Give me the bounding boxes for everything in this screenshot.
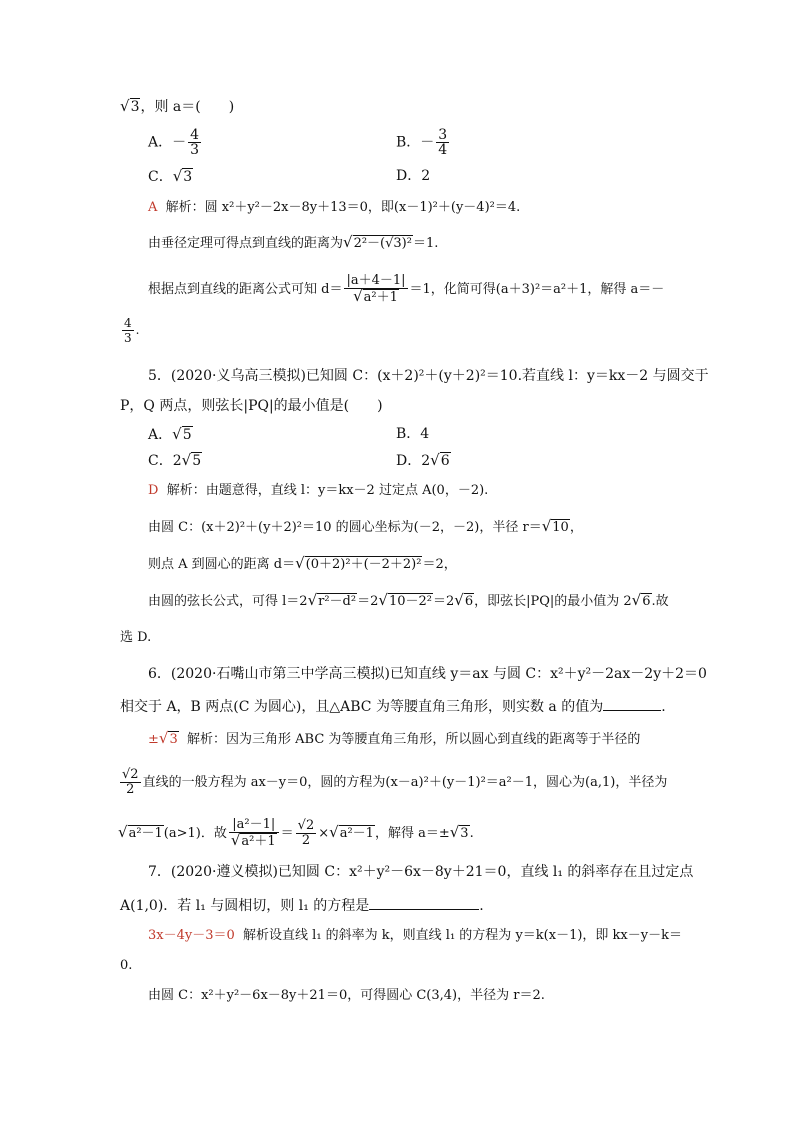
solution-text: 解析：因为三角形 ABC 为等腰直角三角形，所以圆心到直线的距离等于半径的 <box>187 732 641 747</box>
option-label: D．2 <box>396 453 431 469</box>
q4-solution-3-end <box>120 316 139 345</box>
q7-solution-1-end: 0. <box>120 958 133 973</box>
radicand: r²－d² <box>318 594 357 609</box>
solution-text: ＝ <box>280 826 294 841</box>
answer-letter: A <box>148 200 158 215</box>
sqrt-expression: √5 <box>172 425 192 443</box>
numerator: √2 <box>297 818 315 833</box>
q7-stem-line-1: 7．(2020·遵义模拟)已知圆 C：x²＋y²－6x－8y＋21＝0，直线 l₁ 的斜率存在且过定点 <box>148 864 694 880</box>
numerator: 4 <box>124 316 132 330</box>
answer-blank <box>369 895 479 910</box>
q6-solution-2 <box>118 768 667 797</box>
stem-text: . <box>479 898 484 914</box>
radicand: 3 <box>183 169 193 185</box>
answer-sign: ± <box>148 732 159 747</box>
q5-option-b: B．4 <box>396 426 430 442</box>
fraction <box>344 274 407 305</box>
q5-option-c <box>148 450 202 471</box>
sqrt-expression: √2²－(√3)² <box>343 233 412 251</box>
sqrt-expression: √a²－1 <box>329 823 374 841</box>
sqrt-expression: √3 <box>172 167 193 185</box>
option-label: C． <box>148 169 173 185</box>
q4-solution-3 <box>148 274 664 305</box>
solution-text: 则点 A 到圆心的距离 d＝ <box>148 557 296 572</box>
solution-text: ， <box>569 520 583 535</box>
option-label: A． <box>148 427 173 443</box>
stem-text: 相交于 A，B 两点(C 为圆心)，且△ABC 为等腰直角三角形，则实数 a 的值为 <box>120 699 604 715</box>
q4-option-b <box>396 128 451 157</box>
solution-text: 由圆的弦长公式，可得 l＝2 <box>148 594 308 609</box>
solution-text: ＝2， <box>422 557 457 572</box>
q4-option-c <box>148 166 193 187</box>
radicand: 6 <box>464 594 474 609</box>
fraction <box>436 128 449 157</box>
solution-text: ＝1，化简可得(a＋3)²＝a²＋1，解得 a＝－ <box>409 282 665 297</box>
solution-text: ，解得 a＝± <box>374 826 450 841</box>
option-label: C．2 <box>148 453 182 469</box>
solution-text: 直线的一般方程为 ax－y＝0，圆的方程为(x－a)²＋(y－1)²＝a²－1，圆心为(a,1)，半径为 <box>142 775 668 790</box>
q5-option-d <box>396 450 451 471</box>
radicand: a²－1 <box>128 826 163 841</box>
answer-value <box>148 729 179 747</box>
fraction <box>296 819 317 848</box>
denominator: 2 <box>301 833 311 848</box>
q5-solution-5: 选 D. <box>120 630 152 645</box>
fraction <box>120 768 141 797</box>
radicand: 3 <box>169 732 178 747</box>
q5-stem-line-1: 5．(2020·义乌高三模拟)已知圆 C：(x＋2)²＋(y＋2)²＝10.若直线 l：y＝kx－2 与圆交于 <box>148 368 709 384</box>
sqrt-expression: √5 <box>181 451 202 469</box>
solution-text: × <box>318 826 330 841</box>
numerator: |a²－1| <box>229 818 279 833</box>
denominator: 2 <box>126 782 135 797</box>
q6-stem-line-2 <box>120 696 666 717</box>
fraction <box>188 128 201 157</box>
q5-solution-2 <box>148 516 583 538</box>
q4-option-a <box>148 128 203 157</box>
sqrt-expression: √a²＋1 <box>230 831 276 849</box>
q4-option-d: D．2 <box>396 168 431 184</box>
sqrt-expression: √r²－d² <box>307 591 357 609</box>
solution-text: ＝2 <box>357 594 379 609</box>
radicand: 6 <box>642 594 651 609</box>
solution-text: 根据点到直线的距离公式可知 d＝ <box>148 282 343 297</box>
sqrt-expression: √3 <box>120 97 140 115</box>
q5-solution-1 <box>148 481 488 501</box>
radicand: 5 <box>192 453 202 469</box>
solution-text: 解析：圆 x²＋y²－2x－8y＋13＝0，即(x－1)²＋(y－4)²＝4. <box>165 200 521 215</box>
radicand: 10 <box>552 520 569 535</box>
solution-text: 解析：由题意得，直线 l：y＝kx－2 过定点 A(0，－2). <box>166 483 489 498</box>
q5-option-a <box>148 424 193 445</box>
radicand: 2²－(√3)² <box>353 236 412 251</box>
solution-text: 由圆 C：(x＋2)²＋(y＋2)²＝10 的圆心坐标为(－2，－2)，半径 r＝ <box>148 520 542 535</box>
numerator: 4 <box>190 127 200 143</box>
sqrt-expression: √(0＋2)²＋(－2＋2)² <box>295 554 422 572</box>
q4-stem <box>120 96 234 117</box>
sqrt-expression: √a²＋1 <box>353 287 398 305</box>
solution-text: . <box>469 826 474 841</box>
sqrt-expression: √3 <box>449 823 469 841</box>
q6-solution-3 <box>118 818 474 849</box>
stem-text: A(1,0)．若 l₁ 与圆相切，则 l₁ 的方程是 <box>120 898 370 914</box>
solution-text: ＝1. <box>412 236 439 251</box>
solution-text: 由垂径定理可得点到直线的距离为 <box>148 236 344 251</box>
denominator: 3 <box>124 331 132 345</box>
q7-solution-1 <box>148 926 682 946</box>
q4-solution-2 <box>148 232 438 254</box>
numerator: |a＋4－1| <box>346 273 406 288</box>
solution-text: ＝2 <box>432 594 455 609</box>
sqrt-expression: √6 <box>631 591 651 609</box>
sqrt-expression: √a²－1 <box>118 823 163 841</box>
answer-letter: D <box>148 483 159 498</box>
numerator: √2 <box>122 767 139 782</box>
solution-text: .故 <box>651 594 669 609</box>
denominator: 3 <box>190 142 200 158</box>
answer-blank <box>603 696 661 711</box>
fraction <box>229 818 279 849</box>
option-label: A．－ <box>148 134 187 151</box>
q7-stem-line-2 <box>120 895 484 916</box>
radicand: a²＋1 <box>241 834 276 849</box>
sqrt-expression: √3 <box>158 729 178 747</box>
radicand: a²＋1 <box>363 290 398 305</box>
radicand: (0＋2)²＋(－2＋2)² <box>305 557 422 572</box>
q6-solution-1 <box>148 728 640 750</box>
radicand: 5 <box>182 427 192 443</box>
radicand: 6 <box>440 453 450 469</box>
solution-text: 解析设直线 l₁ 的斜率为 k，则直线 l₁ 的方程为 y＝k(x－1)，即 kx－y－k＝ <box>243 928 682 943</box>
numerator: 3 <box>438 127 448 143</box>
denominator <box>229 833 279 849</box>
option-label: B．－ <box>396 134 435 151</box>
solution-text: ，即弦长|PQ|的最小值为 2 <box>474 594 632 609</box>
q4-stem-text: ，则 a＝( ) <box>140 99 235 115</box>
sqrt-expression: √10－2² <box>378 591 432 609</box>
radicand: 3 <box>460 826 469 841</box>
q7-solution-2: 由圆 C：x²＋y²－6x－8y＋21＝0，可得圆心 C(3,4)，半径为 r＝2. <box>148 988 545 1003</box>
stem-text: . <box>661 699 666 715</box>
q5-stem-line-2: P，Q 两点，则弦长|PQ|的最小值是( ) <box>120 398 383 414</box>
answer-value: 3x－4y－3＝0 <box>148 928 235 943</box>
radicand: 10－2² <box>388 594 432 609</box>
sqrt-expression: √6 <box>430 451 450 469</box>
denominator: 4 <box>438 142 448 158</box>
denominator <box>344 289 407 305</box>
q6-stem-line-1: 6．(2020·石嘴山市第三中学高三模拟)已知直线 y＝ax 与圆 C：x²＋y²－2ax－2y＋2＝0 <box>148 666 707 682</box>
sqrt-expression: √10 <box>541 517 569 535</box>
sqrt-expression: √6 <box>454 591 474 609</box>
solution-text: . <box>135 323 140 337</box>
solution-text: (a>1)．故 <box>163 826 227 841</box>
radicand: a²－1 <box>339 826 374 841</box>
q4-solution-1 <box>148 198 520 218</box>
q5-solution-3 <box>148 553 457 575</box>
fraction <box>122 316 134 345</box>
q5-solution-4 <box>148 590 669 612</box>
